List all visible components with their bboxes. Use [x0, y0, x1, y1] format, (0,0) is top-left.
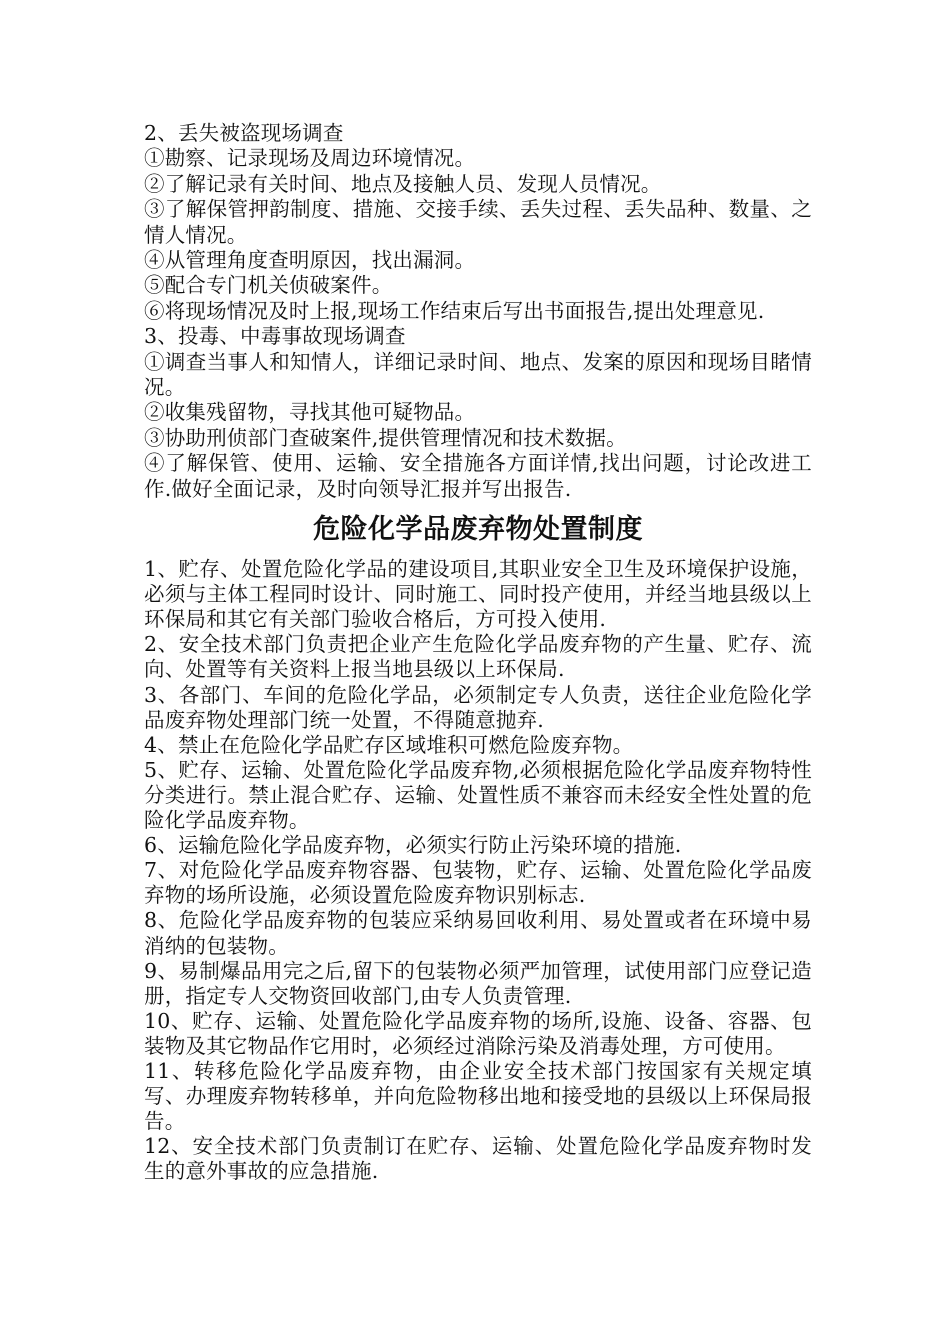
- page-title: 危险化学品废弃物处置制度: [313, 514, 643, 546]
- rule-item: 3、各部门、车间的危险化学品，必须制定专人负责，送往企业危险化学品废弃物处理部门统一处置，不得随意抛弃.: [144, 682, 812, 732]
- rule-item: 7、对危险化学品废弃物容器、包装物，贮存、运输、处置危险化学品废弃物的场所设施，必须设置危险废弃物识别标志.: [144, 858, 812, 908]
- disposal-rules-section: [144, 557, 812, 1184]
- rule-item: 5、贮存、运输、处置危险化学品废弃物,必须根据危险化学品废弃物特性分类进行。禁止混合贮存、运输、处置性质不兼容而未经安全性处置的危险化学品废弃物。: [144, 757, 812, 833]
- rule-item: 11、转移危险化学品废弃物，由企业安全技术部门按国家有关规定填写、办理废弃物转移单，并向危险物移出地和接受地的县级以上环保局报告。: [144, 1058, 812, 1134]
- document-page: [144, 121, 812, 1184]
- rule-item: 8、危险化学品废弃物的包装应采纳易回收利用、易处置或者在环境中易消纳的包装物。: [144, 908, 812, 958]
- list-item: ②了解记录有关时间、地点及接触人员、发现人员情况。: [144, 171, 662, 196]
- section-heading: 2、丢失被盗现场调查: [144, 121, 344, 145]
- list-item: ①调查当事人和知情人，详细记录时间、地点、发案的原因和现场目睹情况。: [144, 349, 812, 400]
- rule-item: 10、贮存、运输、处置危险化学品废弃物的场所,设施、设备、容器、包装物及其它物品作它用时，必须经过消除污染及消毒处理，方可使用。: [144, 1008, 812, 1058]
- list-item: ③协助刑侦部门查破案件,提供管理情况和技术数据。: [144, 425, 627, 450]
- list-item: ④从管理角度查明原因，找出漏洞。: [144, 248, 476, 273]
- list-item: ⑥将现场情况及时上报,现场工作结束后写出书面报告,提出处理意见.: [144, 298, 765, 323]
- rule-item: 9、易制爆品用完之后,留下的包装物必须严加管理，试使用部门应登记造册，指定专人交物资回收部门,由专人负责管理.: [144, 958, 812, 1008]
- rule-item: 1、贮存、处置危险化学品的建设项目,其职业安全卫生及环境保护设施，必须与主体工程同时设计、同时施工、同时投产使用，并经当地县级以上环保局和其它有关部门验收合格后，方可投入使用.: [144, 557, 812, 632]
- list-item: ③了解保管押韵制度、措施、交接手续、丢失过程、丢失品种、数量、之情人情况。: [144, 197, 812, 247]
- rule-item: 12、安全技术部门负责制订在贮存、运输、处置危险化学品废弃物时发生的意外事故的应急措施.: [144, 1134, 812, 1184]
- list-item: ①勘察、记录现场及周边环境情况。: [144, 146, 476, 171]
- rule-item: 6、运输危险化学品废弃物，必须实行防止污染环境的措施.: [144, 833, 682, 858]
- list-item: ④了解保管、使用、运输、安全措施各方面详情,找出问题，讨论改进工作.做好全面记录，及时向领导汇报并写出报告.: [144, 451, 812, 501]
- list-item: ⑤配合专门机关侦破案件。: [144, 273, 393, 298]
- investigation-section: [144, 121, 812, 502]
- rule-item: 4、禁止在危险化学品贮存区域堆积可燃危险废弃物。: [144, 732, 634, 757]
- section-heading: 3、投毒、中毒事故现场调查: [144, 324, 406, 349]
- rule-item: 2、安全技术部门负责把企业产生危险化学品废弃物的产生量、贮存、流向、处置等有关资料上报当地县级以上环保局.: [144, 632, 812, 682]
- list-item: ②收集残留物，寻找其他可疑物品。: [144, 400, 476, 425]
